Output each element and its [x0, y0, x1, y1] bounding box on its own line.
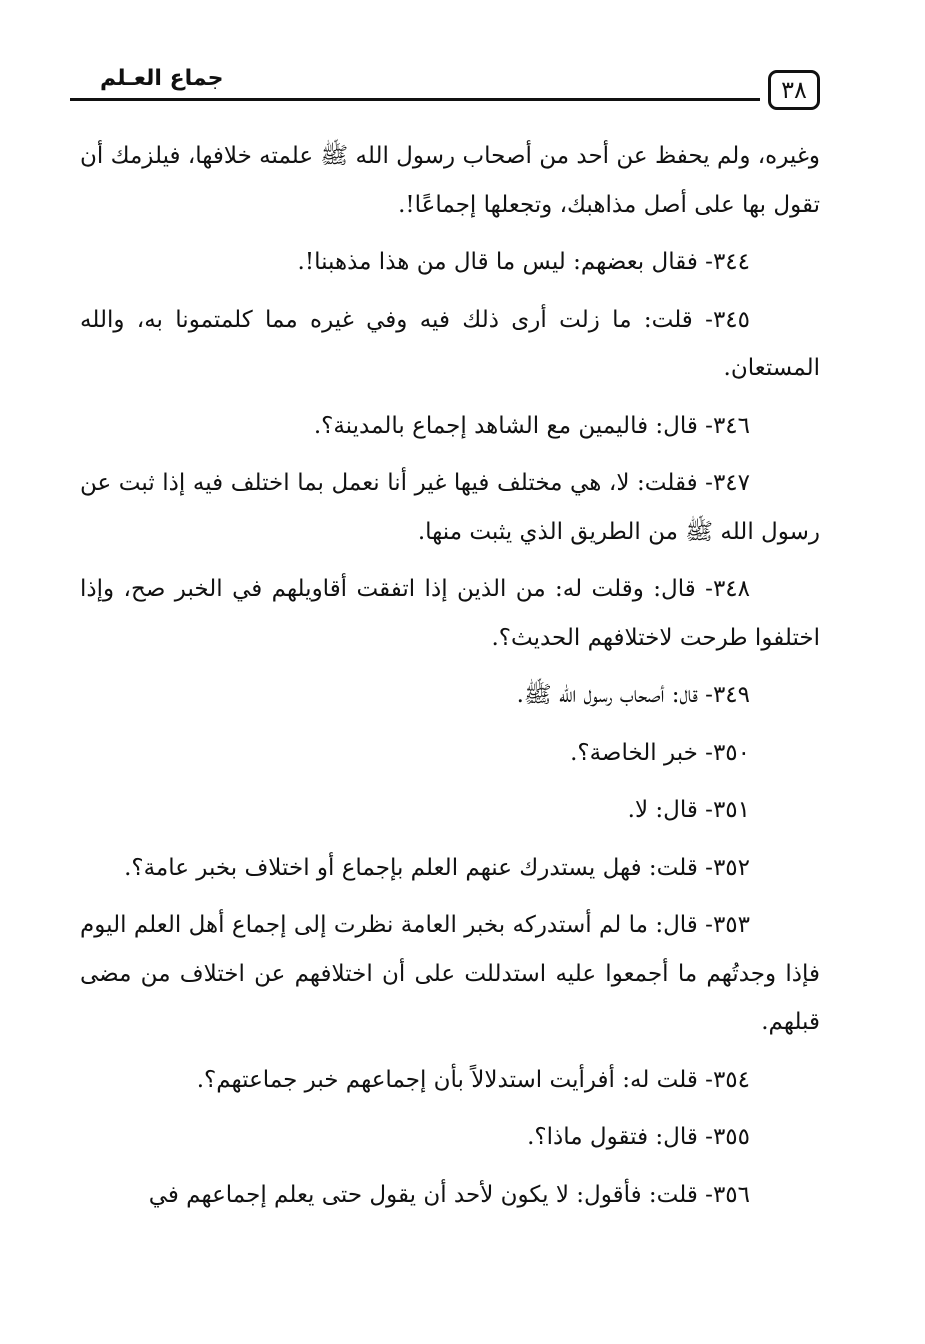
paragraph-347: ٣٤٧- فقلت: لا، هي مختلف فيها غير أنا نعمل بما اختلف فيه إذا ثبت عن رسول الله ﷺ من الطريق الذي يثبت منها.	[80, 470, 820, 545]
paragraph-350: ٣٥٠- خبر الخاصة؟.	[570, 739, 750, 766]
paragraph-351: ٣٥١- قال: لا.	[627, 797, 750, 823]
header-rule	[70, 98, 760, 101]
paragraph-349: ٣٤٩- قال: أصحاب رسول الله ﷺ.	[516, 682, 750, 708]
paragraph-353: ٣٥٣- قال: ما لم أستدركه بخبر العامة نظرت إلى إجماع أهل العلم اليوم فإذا وجدتُهم ما أجمعوا عليه استدللت على أن اختلافهم عن اختلاف من مضى قبلهم.	[80, 912, 820, 1035]
paragraph-354: ٣٥٤- قلت له: أفرأيت استدلالاً بأن إجماعهم خبر جماعتهم؟.	[196, 1066, 750, 1093]
paragraph-346: ٣٤٦- قال: فاليمين مع الشاهد إجماع بالمدينة؟.	[313, 412, 750, 439]
page-body	[80, 132, 820, 1228]
paragraph-352: ٣٥٢- قلت: فهل يستدرك عنهم العلم بإجماع أو اختلاف بخبر عامة؟.	[124, 854, 750, 881]
paragraph-348: ٣٤٨- قال: وقلت له: من الذين إذا اتفقت أقاويلهم في الخبر صح، وإذا اختلفوا طرحت لاختلافهم الحديث؟.	[80, 576, 820, 651]
paragraph-356: ٣٥٦- قلت: فأقول: لا يكون لأحد أن يقول حتى يعلم إجماعهم في	[148, 1181, 750, 1208]
running-title: جماع العـلم	[100, 66, 224, 91]
paragraph-continuation: وغيره، ولم يحفظ عن أحد من أصحاب رسول الله ﷺ علمته خلافها، فيلزمك أن تقول بها على أصل مذاهبك، وتجعلها إجماعًا!.	[80, 143, 820, 218]
paragraph-345: ٣٤٥- قلت: ما زلت أرى ذلك فيه وفي غيره مما كلمتمونا به، والله المستعان.	[80, 306, 820, 381]
paragraph-355: ٣٥٥- قال: فتقول ماذا؟.	[527, 1124, 750, 1150]
page-header	[70, 62, 820, 122]
page-number: ٣٨	[768, 70, 820, 110]
paragraph-344: ٣٤٤- فقال بعضهم: ليس ما قال من هذا مذهبنا!.	[297, 249, 750, 275]
